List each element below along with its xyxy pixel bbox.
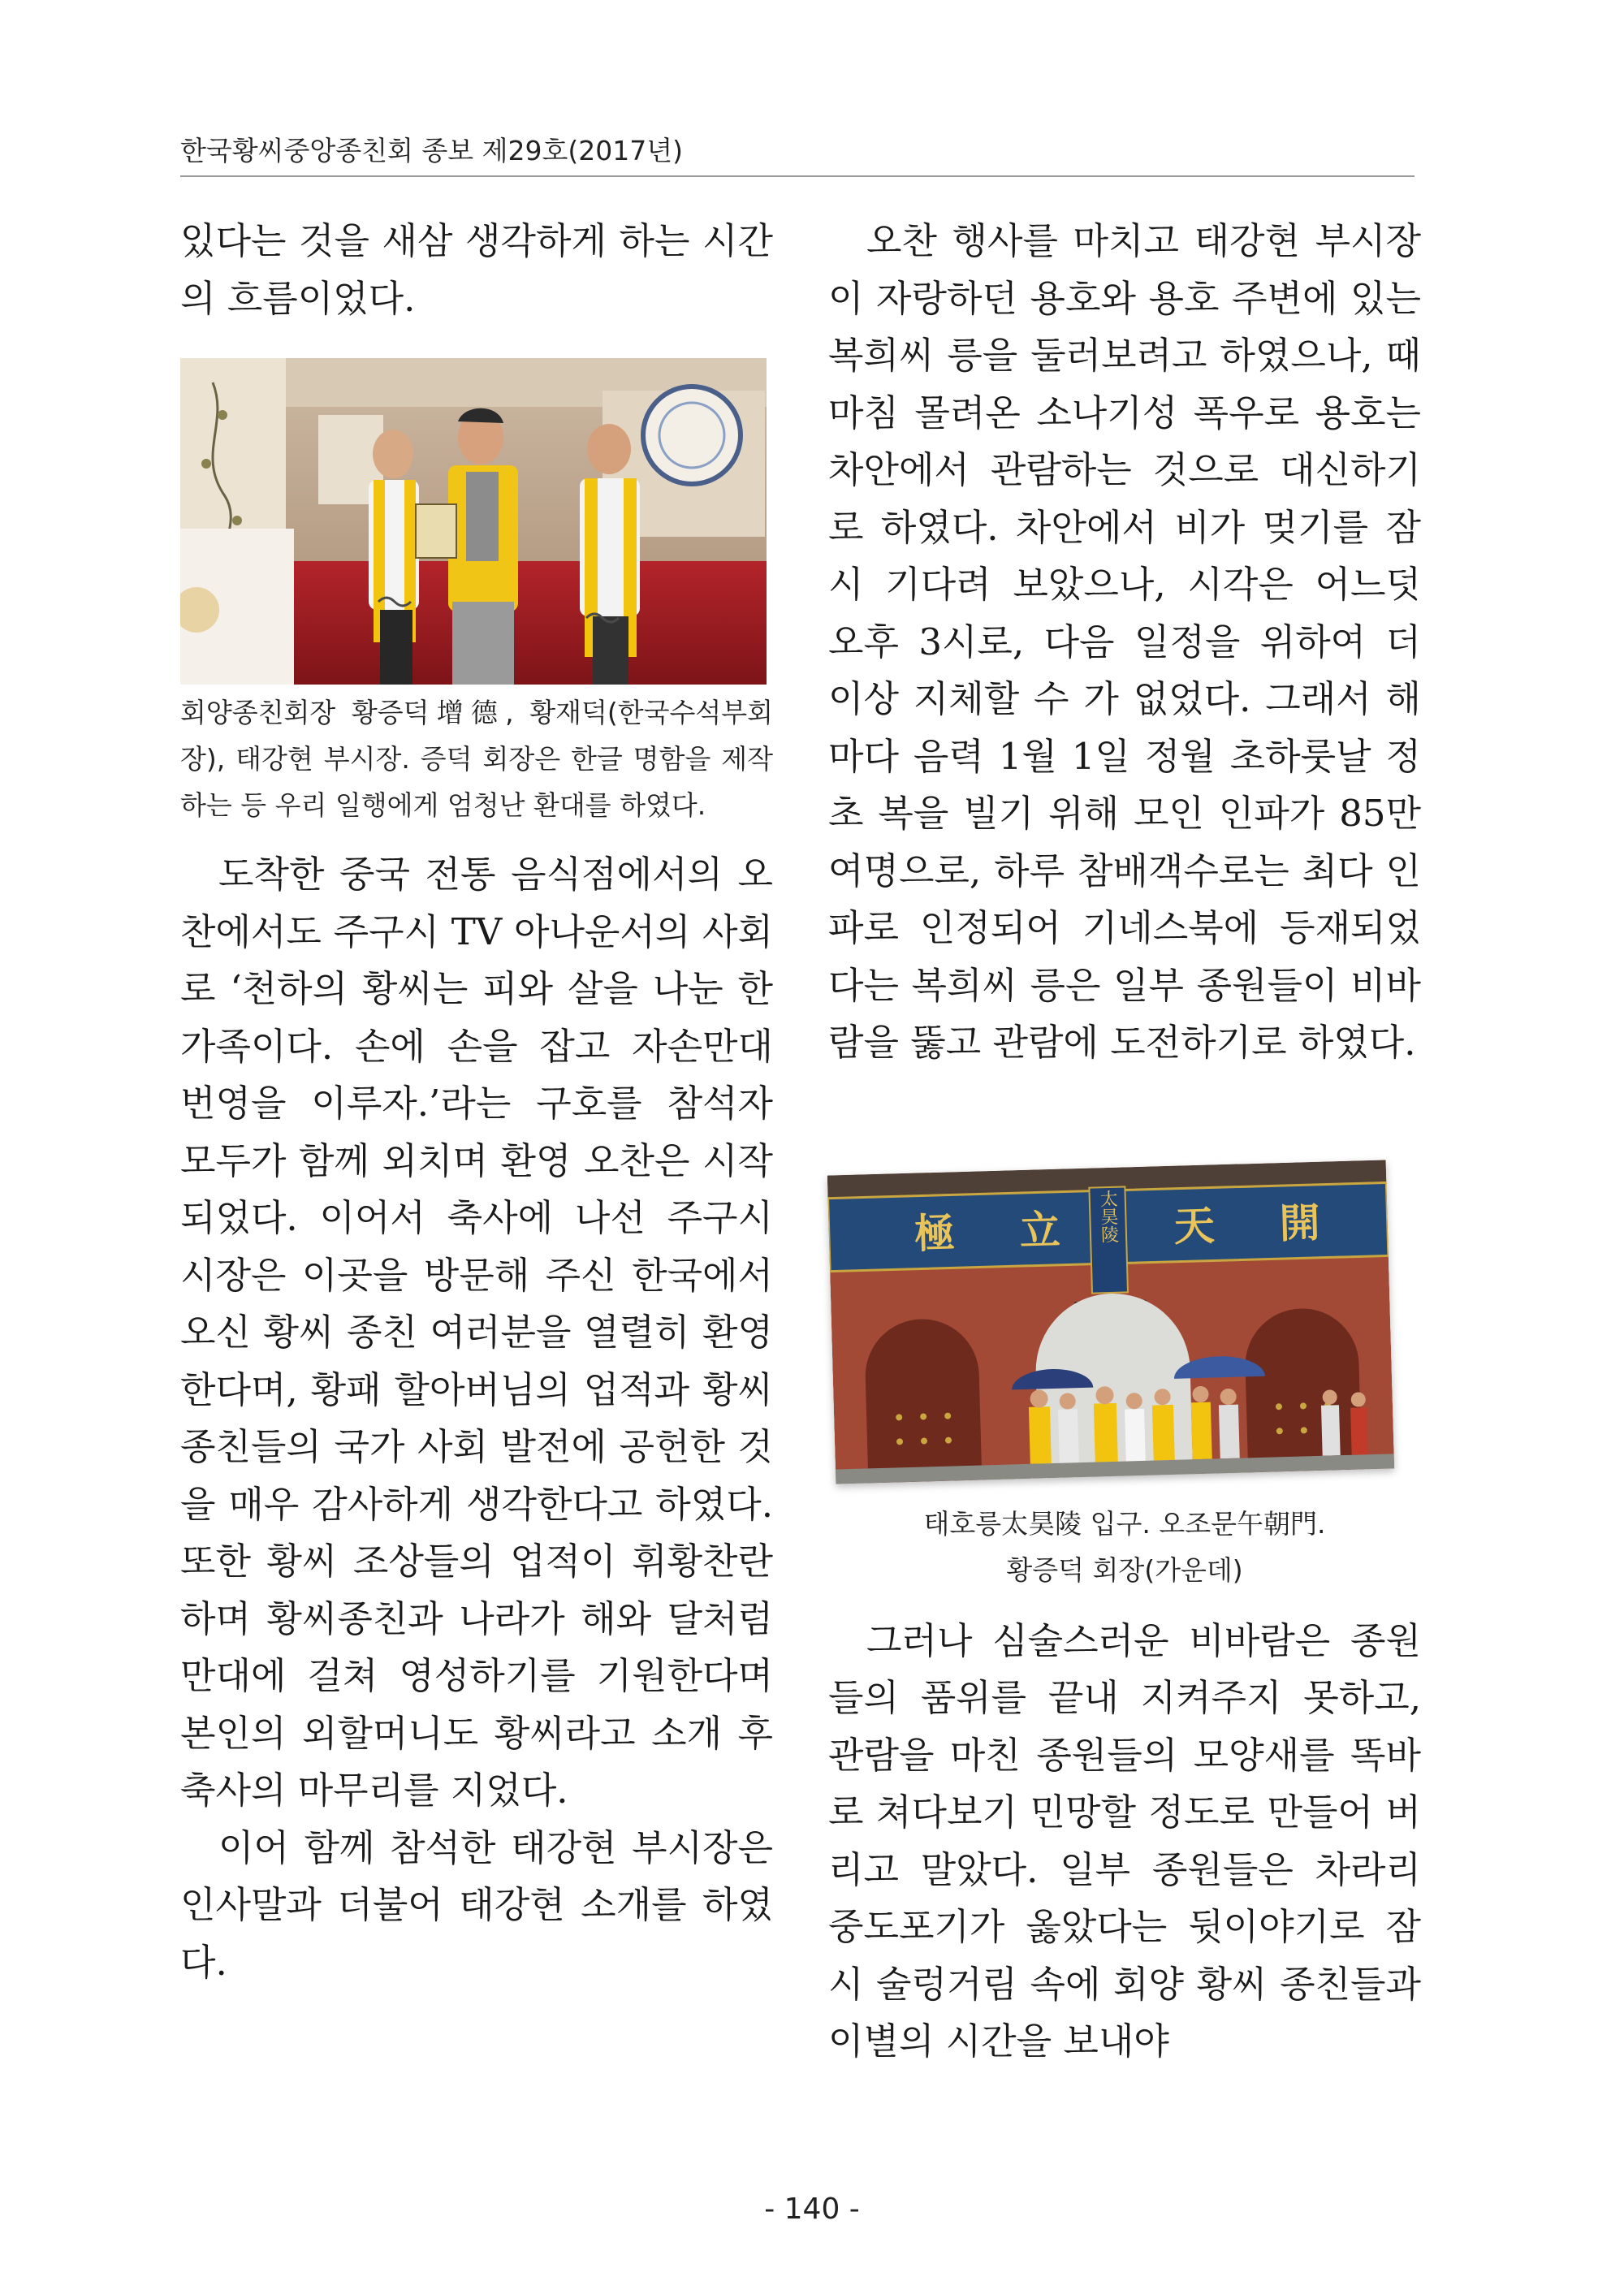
photo-caption-2-line-2: 황증덕 회장(가운데) — [1006, 1553, 1243, 1586]
signboard-char-1: 極 — [914, 1207, 956, 1258]
photo-caption-1: 회양종친회장 황증덕增德, 황재덕(한국수석부회장), 태강현 부시장. 증덕 회장은 한글 명함을 제작하는 등 우리 일행에게 엄청난 환대를 하였다. — [180, 697, 773, 821]
right-paragraph-2: 그러나 심술스러운 비바람은 종원들의 품위를 끝내 지켜주지 못하고, 관람을 마친 종원들의 모양새를 똑바로 쳐다보기 민망할 정도로 만들어 버리고 말았다. 일부 종원들은 차라리 중도포기가 옳았다는 뒷이야기로 잠시 술렁거림 속에 회양 황씨 종친들과 이별의 시간을 보내야 — [828, 1618, 1421, 2063]
page-number: - 140 - — [764, 2192, 860, 2226]
photo-caption-2 — [828, 1501, 1421, 1593]
left-paragraph-3: 이어 함께 참석한 태강현 부시장은 인사말과 더불어 태강현 소개를 하였다. — [180, 1825, 773, 1984]
ceremony-photo — [180, 358, 767, 685]
left-paragraph-2: 도착한 중국 전통 음식점에서의 오찬에서도 주구시 TV 아나운서의 사회로 ‘천하의 황씨는 피와 살을 나눈 한 가족이다. 손에 손을 잡고 자손만대 번영을 이루자.’라는 구호를 참석자 모두가 함께 외치며 환영 오찬은 시작되었다. 이어서 축사에 나선 주구시 시장은 이곳을 방문해 주신 한국에서 오신 황씨 종친 여러분을 열렬히 환영한다며, 황패 할아버님의 업적과 황씨 종친들의 국가 사회 발전에 공헌한 것을 매우 감사하게 생각한다고 하였다. 또한 황씨 조상들의 업적이 휘황찬란하며 황씨종친과 나라가 해와 달처럼 만대에 걸쳐 영성하기를 기원한다며 본인의 외할머니도 황씨라고 소개 후 축사의 마무리를 지었다. — [180, 853, 773, 1812]
vertical-plaque: 太昊陵 — [1096, 1189, 1119, 1243]
right-column — [828, 213, 1421, 2071]
ceremony-photo-icon — [180, 358, 767, 685]
signboard-char-3: 天 — [1173, 1200, 1216, 1251]
temple-gate-photo-icon — [827, 1160, 1394, 1484]
left-paragraph-1: 있다는 것을 새삼 생각하게 하는 시간의 흐름이었다. — [180, 219, 773, 320]
header-divider — [180, 175, 1415, 177]
left-column — [180, 213, 773, 1991]
right-paragraph-1: 오찬 행사를 마치고 태강현 부시장이 자랑하던 용호와 용호 주변에 있는 복희씨 릉을 둘러보려고 하였으나, 때마침 몰려온 소나기성 폭우로 용호는 차안에서 관람하는 것으로 대신하기로 하였다. 차안에서 비가 멎기를 잠시 기다려 보았으나, 시각은 어느덧 오후 3시로, 다음 일정을 위하여 더 이상 지체할 수 가 없었다. 그래서 해마다 음력 1월 1일 정월 초하룻날 정초 복을 빌기 위해 모인 인파가 85만 여명으로, 하루 참배객수로는 최다 인파로 인정되어 기네스북에 등재되었다는 복희씨 릉은 일부 종원들이 비바람을 뚫고 관람에 도전하기로 하였다. — [828, 219, 1421, 1064]
page-header: 한국황씨중앙종친회 종보 제29호(2017년) — [180, 135, 683, 166]
signboard-char-2: 立 — [1018, 1205, 1061, 1255]
signboard-char-4: 開 — [1278, 1198, 1321, 1247]
temple-gate-photo — [827, 1160, 1394, 1484]
photo-caption-2-line-1: 태호릉太昊陵 입구. 오조문午朝門. — [923, 1507, 1326, 1540]
